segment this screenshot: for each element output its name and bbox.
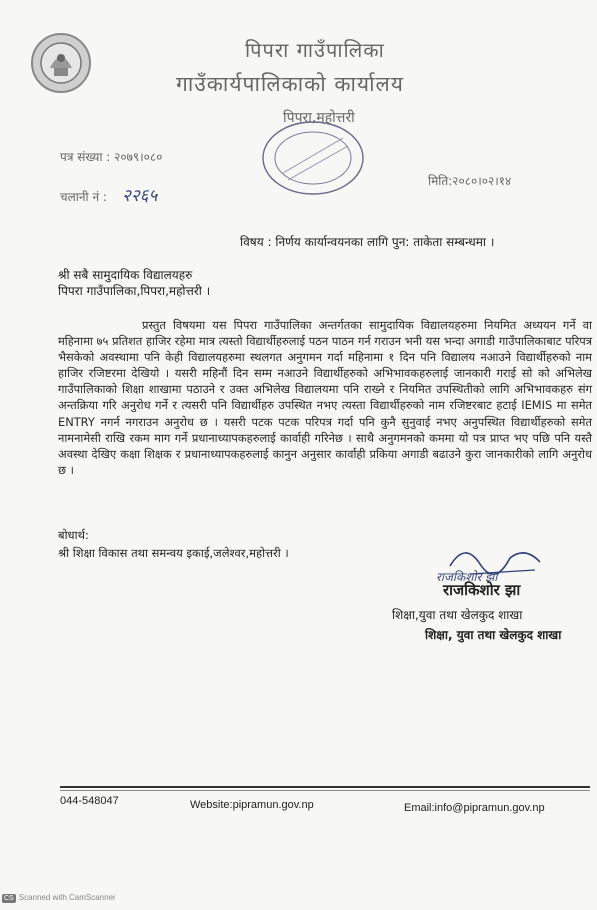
office-place: पिपरा,महोत्तरी (283, 110, 355, 126)
scanner-text: Scanned with CamScanner (18, 893, 116, 902)
office-name: गाउँकार्यपालिकाको कार्यालय (176, 72, 404, 96)
cc-recipient: श्री शिक्षा विकास तथा समन्वय इकाई,जलेश्वर,महोत्तरी । (58, 546, 289, 560)
footer-email: Email:info@pipramun.gov.np (404, 802, 545, 814)
footer-website: Website:pipramun.gov.np (190, 799, 314, 811)
municipality-logo-icon (30, 32, 92, 94)
footer-rule (60, 786, 590, 788)
footer-rule-thin (60, 790, 590, 791)
reference-number: पत्र संख्या : २०७९।०८० (60, 150, 163, 164)
subject-line: विषय : निर्णय कार्यान्वयनका लागि पुन: ताकेता सम्बन्धमा । (240, 235, 495, 249)
camscanner-icon: CS (4, 895, 14, 902)
cc-label: बोधार्थ: (58, 528, 89, 542)
footer-phone: 044-548047 (60, 795, 119, 807)
addressee-line-2: पिपरा गाउँपालिका,पिपरा,महोत्तरी । (58, 284, 211, 298)
letter-body: प्रस्तुत विषयमा यस पिपरा गाउँपालिका अन्तर्गतका सामुदायिक विद्यालयहरुमा नियमित अध्ययन गर्ने वा महिनामा ७५ प्रतिशत हाजिर रहेमा मात्र त्यस्तो विद्यार्थीहरुलाई पठन पाठन गर्न गराउन भनी यस भन्दा अगाडी गाउँपालिकाबाट परिपत्र भैसकेको अवस्थामा पनि केही विद्यालयहरुमा स्थलगत अनुगमन गर्दा महिनामा १ दिन पनि विद्यालय नआउने विद्यार्थीहरुको नाम हाजिर रजिष्टरमा देखियो । यसरी महिनौं दिन सम्म नआउने विद्यार्थीहरुको अभिभावकहरुलाई जानकारी गराई सो को अभिलेख गाउँपालिकाको शिक्षा शाखामा पठाउने र उक्त अभिलेख विद्यालयमा पनि राख्ने र नियमित उपस्थितीको लागि अभिभावकहरु संग अन्तक्रिया गरि अनुरोध गर्ने र त्यसरी पनि विद्यार्थीहरु उपस्थित नभए त्यस्ता विद्यार्थीहरुको नाम रजिष्टरबाट हटाई IEMIS मा समेत ENTRY नगर्न नगराउन अनुरोध छ । यसरी पटक पटक परिपत्र गर्दा पनि कुनै सुनुवाई नभए अनुपस्थित विद्यार्थीहरुको समेत नामनामेसी राखि रकम माग गर्ने प्रधानाध्यापकहरुलाई कार्वाही गरिनेछ । साथै अनुगमनको कममा यो पत्र प्राप्त भए पछि पनि यस्तै अवस्था देखिए कक्षा शिक्षक र प्रधानाध्यापकहरुलाई कानुन अनुसार कार्वाही प्रकिया अगाडी बढाउने कुरा जानकारीको लागि अनुरोध छ । (58, 318, 592, 477)
signer-title: शिक्षा,युवा तथा खेलकुद शाखा (392, 608, 523, 622)
scanner-watermark (2, 893, 116, 903)
signer-handwritten-name: राजकिशोर झा (436, 570, 498, 584)
dispatch-label: चलानी नं : (60, 190, 107, 204)
signer-stamp-title: शिक्षा, युवा तथा खेलकुद शाखा (425, 628, 562, 642)
addressee-line-1: श्री सबै सामुदायिक विद्यालयहरु (58, 268, 193, 282)
letter-date: मिति:२०८०।०२।१४ (428, 174, 512, 188)
office-stamp-icon (258, 118, 368, 198)
signer-name: राजकिशोर झा (443, 581, 521, 599)
dispatch-number: २२६५ (122, 186, 158, 206)
org-name: पिपरा गाउँपालिका (245, 38, 385, 62)
